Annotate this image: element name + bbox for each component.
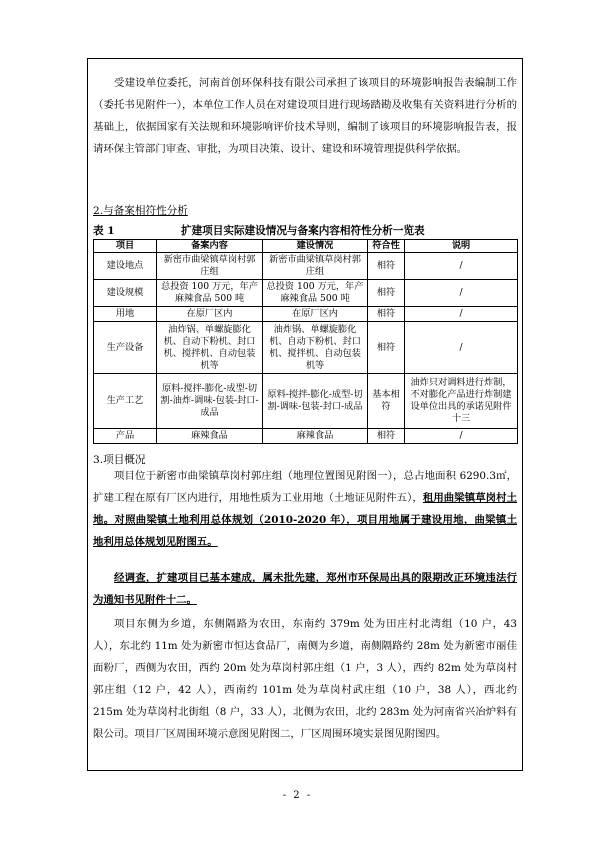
surroundings-paragraph: 项目东侧为乡道，东侧隔路为农田，东南约 379m 处为田庄村北湾组（10 户，43 人），东北约 11m 处为新密市恒达食品厂，南侧为乡道，南侧隔路约 28m 处为新密市丽佳面粉厂，西侧为农田，西约 20m 处为草岗村郭庄组（1 户，3 人），西约 82m 处为草岗村郭庄组（12 户，42 人），西南约 101m 处为草岗村武庄组（10 户，38 人），西北约 215m 处为草岗村北街组（8 户，33 人），北侧为农田，北约 283m 处为河南省兴冶炉料有限公司。项目厂区周围环境示意图见附图二，厂区周围环境实景图见附图四。 [93,618,517,740]
cell-conform: 基本相符 [368,374,405,429]
cell-filed: 新密市曲梁镇草岗村郭庄组 [157,253,263,280]
table-row [94,253,518,280]
table-caption [93,222,517,238]
cell-item: 建设规模 [94,280,157,307]
section-2-heading: 2.与备案相符性分析 [93,205,188,217]
cell-note: / [405,307,518,322]
header-item: 项目 [94,240,157,253]
investigation-paragraph: 经调查，扩建项目已基本建成，属未批先建，郑州市环保局出具的限期改正环境违法行为通知书见附件十二。 [93,572,517,606]
cell-actual: 总投资 100 万元，年产麻辣食品 500 吨 [263,280,368,307]
overview-text: 项目位于新密市曲梁镇草岗村郭庄组（地理位置图见附图一），总占地面积 6290.3㎡，扩建工程在原有厂区内进行，用地性质为工业用地（土地证见附件五）， [93,470,517,504]
cell-actual: 原料-搅拌-膨化-成型-切割-调味-包装-封口-成品 [263,374,368,429]
cell-conform: 相符 [368,307,405,322]
cell-conform: 相符 [368,322,405,374]
cell-item: 生产工艺 [94,374,157,429]
table-number: 表 1 [93,225,115,237]
cell-actual: 麻辣食品 [263,429,368,444]
cell-filed: 原料-搅拌-膨化-成型-切割-油炸-调味-包装-封口-成品 [157,374,263,429]
page-number: - 2 - [282,790,313,801]
cell-actual: 新密市曲梁镇草岗村郭庄组 [263,253,368,280]
header-note: 说明 [405,240,518,253]
overview-paragraph [93,465,517,553]
cell-item: 产品 [94,429,157,444]
cell-actual: 在原厂区内 [263,307,368,322]
overview-land-note: 租用曲梁镇草岗村土地。对照曲梁镇土地利用总体规划（2010-2020 年），项目用地属于建设用地，曲梁镇土地利用总体规划见附图五。 [93,492,518,548]
cell-conform: 相符 [368,429,405,444]
table-row [94,307,518,322]
cell-filed: 在原厂区内 [157,307,263,322]
intro-paragraph: 受建设单位委托，河南首创环保科技有限公司承担了该项目的环境影响报告表编制工作（委托书见附件一），本单位工作人员在对建设项目进行现场踏勘及收集有关资料进行分析的基础上，依据国家有关法规和环境影响评价技术导则，编制了该项目的环境影响报告表，报请环保主管部门审查、审批，为项目决策、设计、建设和环境管理提供科学依据。 [93,77,517,155]
cell-item: 生产设备 [94,322,157,374]
header-filed: 备案内容 [157,240,263,253]
cell-conform: 相符 [368,280,405,307]
section-3-heading: 3.项目概况 [93,454,146,466]
table-row [94,280,518,307]
cell-note: / [405,322,518,374]
cell-filed: 油炸锅、单螺旋膨化机、自动下粉机、封口机、搅拌机、自动包装机等 [157,322,263,374]
conformity-table [93,239,518,444]
cell-actual: 油炸锅、单螺旋膨化机、自动下粉机、封口机、搅拌机、自动包装机等 [263,322,368,374]
cell-note: / [405,429,518,444]
cell-filed: 总投资 100 万元，年产麻辣食品 500 吨 [157,280,263,307]
table-row [94,374,518,429]
cell-filed: 麻辣食品 [157,429,263,444]
table-row [94,429,518,444]
table-title: 扩建项目实际建设情况与备案内容相符性分析一览表 [181,225,425,237]
cell-note: / [405,280,518,307]
header-conform: 符合性 [368,240,405,253]
cell-note: / [405,253,518,280]
table-row [94,322,518,374]
cell-item: 用地 [94,307,157,322]
header-actual: 建设情况 [263,240,368,253]
cell-conform: 相符 [368,253,405,280]
table-header-row [94,240,518,253]
cell-note: 油炸只对调料进行炸制，不对膨化产品进行炸制建设单位出具的承诺见附件十三 [405,374,518,429]
cell-item: 建设地点 [94,253,157,280]
